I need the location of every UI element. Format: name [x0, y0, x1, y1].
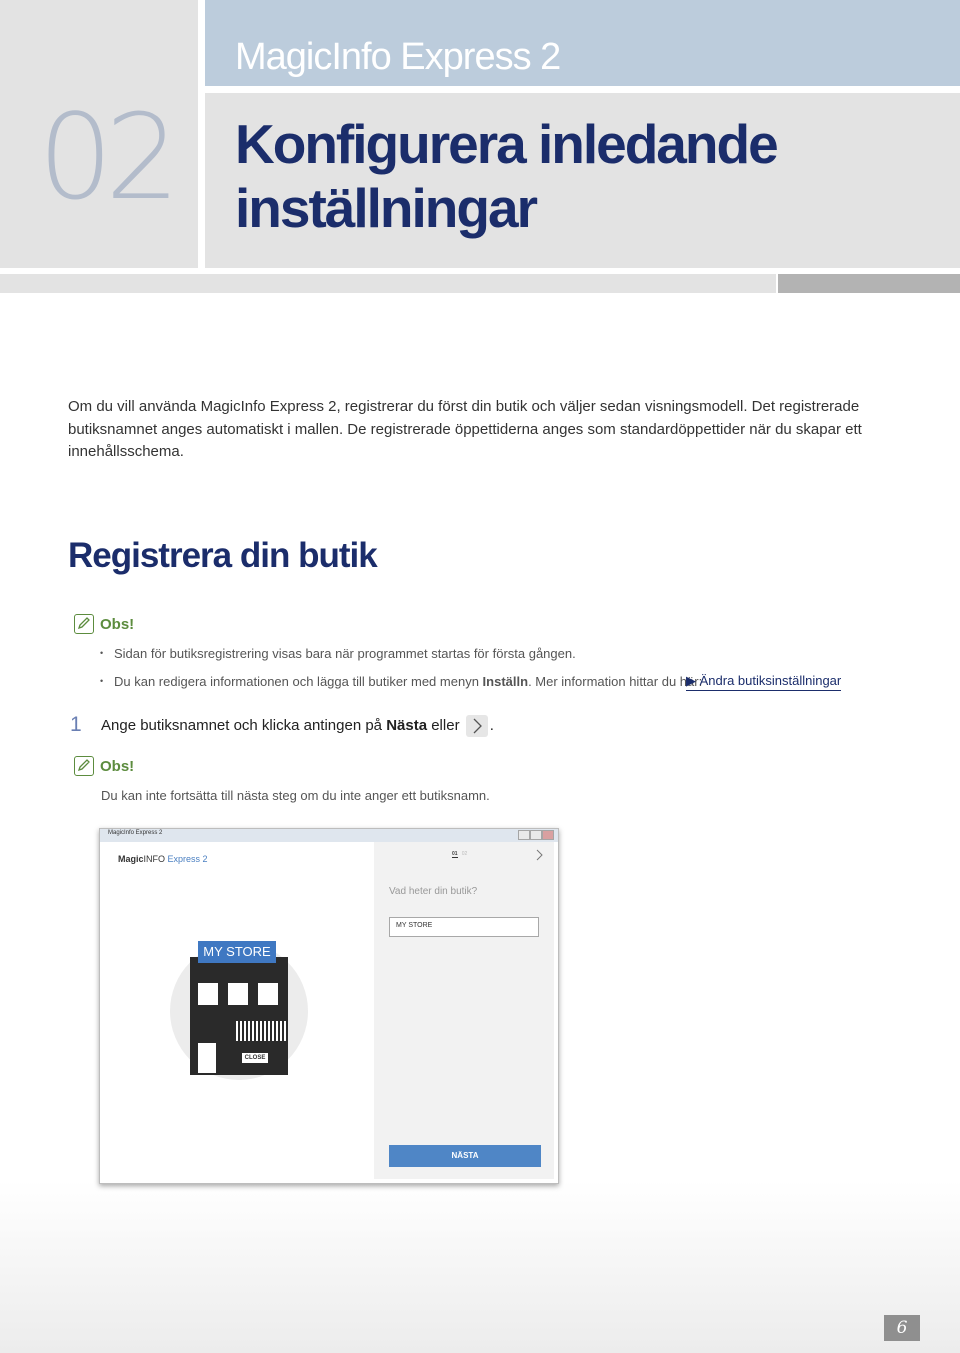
store-sign: MY STORE [198, 941, 276, 963]
close-icon[interactable] [542, 830, 554, 840]
step-instruction [101, 715, 494, 737]
step-bold: Nästa [386, 716, 428, 734]
chevron-right-icon[interactable] [536, 848, 544, 866]
logo-express: Express 2 [165, 854, 208, 864]
app-logo [118, 854, 208, 864]
close-sign: CLOSE [242, 1053, 268, 1063]
door-icon [196, 1041, 218, 1075]
step-next: 02 [461, 851, 468, 857]
step-number: 1 [70, 713, 82, 736]
note-pencil-icon [74, 614, 94, 634]
step-text-a: Ange butiksnamnet och klicka antingen på [101, 716, 387, 734]
note-text: Du kan inte fortsätta till nästa steg om du inte anger ett butiksnamn. [101, 788, 490, 803]
step-active: 01 [452, 851, 458, 857]
step-text-b: eller [427, 716, 464, 734]
store-name-question: Vad heter din butik? [389, 886, 478, 897]
settings-link[interactable]: ▶ Ändra butiksinställningar [686, 673, 841, 691]
chevron-right-icon [466, 715, 488, 737]
window-titlebar [100, 829, 558, 842]
step-text-c: . [489, 716, 494, 734]
document-subtitle: MagicInfo Express 2 [235, 36, 561, 78]
store-building-icon [190, 957, 288, 1075]
store-name-input[interactable]: MY STORE [389, 917, 539, 937]
shutter-icon [236, 1021, 286, 1041]
window-icon [228, 983, 248, 1005]
window-title: MagicInfo Express 2 [108, 830, 163, 836]
note-label: Obs! [100, 616, 135, 633]
header-rule-right [778, 274, 960, 293]
note-label: Obs! [100, 758, 135, 775]
menu-name: Inställn [482, 674, 529, 689]
window-icon [258, 983, 278, 1005]
note-bullet [114, 674, 702, 689]
minimize-icon[interactable] [518, 830, 530, 840]
chapter-title: Konfigurera inledande inställningar [235, 113, 777, 239]
bullet-tail: . Mer information hittar du här: [528, 674, 703, 689]
chapter-number: 02 [38, 88, 173, 226]
step-indicator [452, 851, 467, 857]
header-rule-left [0, 274, 776, 293]
page-number: 6 [884, 1315, 920, 1341]
bullet-text: Du kan redigera informationen och lägga till butiker med menyn [114, 674, 483, 689]
maximize-icon[interactable] [530, 830, 542, 840]
logo-magic: Magic [118, 854, 144, 864]
note-bullet: • Sidan för butiksregistrering visas bara när programmet startas för första gången. [114, 646, 576, 661]
logo-info: INFO [143, 854, 166, 864]
section-heading: Registrera din butik [68, 536, 377, 575]
window-icon [198, 983, 218, 1005]
app-screenshot [99, 828, 559, 1184]
intro-paragraph: Om du vill använda MagicInfo Express 2, registrerar du först din butik och väljer sedan visningsmodell. Det registrerade butiksnamnet anges automatiskt i mallen. De registrerade öppettiderna anges som standardöppettider när du skapar ett innehållsschema. [68, 398, 862, 460]
note-pencil-icon [74, 756, 94, 776]
next-button[interactable]: NÄSTA [389, 1145, 541, 1167]
